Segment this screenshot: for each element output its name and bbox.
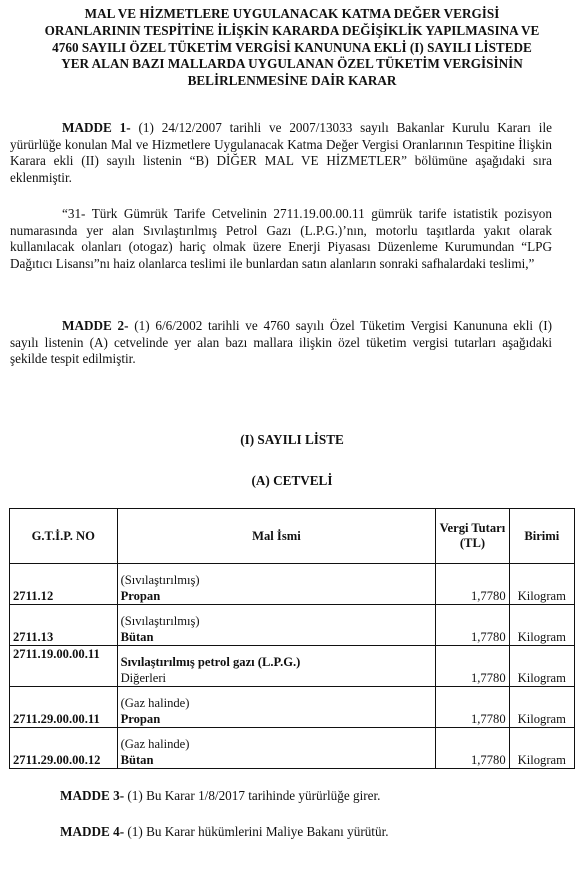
cell-tax: 1,7780 — [436, 646, 509, 687]
article-1-text: (1) 24/12/2007 tarihli ve 2007/13033 sayılı Bakanlar Kurulu Kararı ile yürürlüğe konulan Mal ve Hizmetlere Uygulanacak Katma Değer Vergisi Oranlarının Tespitine İlişkin Karara ekli (II) sayılı listenin “B) DİĞER MAL VE HİZMETLER” bölümüne aşağıdaki sıra eklenmiştir. — [10, 120, 552, 185]
header-gtip: G.T.İ.P. NO — [10, 509, 118, 564]
article-4-paragraph — [60, 824, 389, 840]
title-line: BELİRLENMESİNE DAİR KARAR — [187, 73, 397, 89]
cell-tax: 1,7780 — [436, 687, 509, 728]
cell-name-lower: Bütan — [120, 753, 154, 767]
article-3-text: (1) Bu Karar 1/8/2017 tarihinde yürürlüğe girer. — [124, 788, 381, 803]
table-row — [10, 605, 575, 646]
cell-name — [117, 564, 436, 605]
table-header-row — [10, 509, 575, 564]
cell-name — [117, 728, 436, 769]
cell-name-upper: (Sıvılaştırılmış) — [120, 573, 200, 587]
cell-gtip: 2711.12 — [10, 564, 118, 605]
article-2-paragraph — [10, 318, 552, 368]
table-row — [10, 646, 575, 687]
table-row — [10, 687, 575, 728]
cell-name — [117, 646, 436, 687]
cell-name-upper: Sıvılaştırılmış petrol gazı (L.P.G.) — [120, 655, 301, 669]
cell-gtip: 2711.19.00.00.11 — [10, 646, 118, 687]
cell-unit: Kilogram — [509, 564, 574, 605]
cell-name-lower: Diğerleri — [120, 671, 167, 685]
cetvel-heading: (A) CETVELİ — [251, 473, 333, 488]
header-tax: Vergi Tutarı (TL) — [436, 509, 509, 564]
cell-unit: Kilogram — [509, 646, 574, 687]
cell-name-lower: Propan — [120, 589, 161, 603]
cell-unit: Kilogram — [509, 605, 574, 646]
header-unit: Birimi — [509, 509, 574, 564]
cell-name-upper: (Gaz halinde) — [120, 737, 190, 751]
cell-tax: 1,7780 — [436, 564, 509, 605]
cell-gtip: 2711.29.00.00.12 — [10, 728, 118, 769]
article-4-label: MADDE 4- — [60, 824, 125, 839]
title-line: ORANLARININ TESPİTİNE İLİŞKİN KARARDA DEĞİŞİKLİK YAPILMASINA VE — [44, 22, 540, 38]
cell-name-upper: (Gaz halinde) — [120, 696, 190, 710]
cell-tax: 1,7780 — [436, 728, 509, 769]
article-4-text: (1) Bu Karar hükümlerini Maliye Bakanı yürütür. — [124, 824, 389, 839]
quoted-item-paragraph: “31- Türk Gümrük Tarife Cetvelinin 2711.19.00.00.11 gümrük tarife istatistik pozisyon numarasında yer alan Sıvılaştırılmış Petrol Gazı (L.P.G.)’nın, motorlu taşıtlarda yakıt olarak kullanılacak olanları (otogaz) hariç olmak üzere Enerji Piyasası Düzenleme Kurumundan “LPG Dağıtıcı Lisansı”nı haiz olanlarca teslimi ile bunlardan satın alanların sonraki safhalardaki teslimi,” — [10, 206, 552, 271]
article-1-label: MADDE 1- — [62, 120, 131, 135]
article-3-label: MADDE 3- — [60, 788, 125, 803]
table-row — [10, 564, 575, 605]
cell-name-lower: Propan — [120, 712, 161, 726]
cell-name-lower: Bütan — [120, 630, 154, 644]
tax-table — [9, 508, 575, 769]
table-row — [10, 728, 575, 769]
title-line: 4760 SAYILI ÖZEL TÜKETİM VERGİSİ KANUNUNA EKLİ (I) SAYILI LİSTEDE — [52, 39, 532, 55]
cell-gtip: 2711.13 — [10, 605, 118, 646]
article-3-paragraph — [60, 788, 380, 804]
cell-unit: Kilogram — [509, 728, 574, 769]
cell-tax: 1,7780 — [436, 605, 509, 646]
cell-name — [117, 687, 436, 728]
cell-name — [117, 605, 436, 646]
title-line: YER ALAN BAZI MALLARDA UYGULANAN ÖZEL TÜKETİM VERGİSİNİN — [61, 56, 523, 72]
document-title — [10, 6, 574, 90]
article-2-text: (1) 6/6/2002 tarihli ve 4760 sayılı Özel Tüketim Vergisi Kanununa ekli (I) sayılı listenin (A) cetvelinde yer alan bazı mallara ilişkin özel tüketim vergisi tutarları aşağıdaki şekilde tespit edilmiştir. — [10, 318, 552, 367]
article-2-label: MADDE 2- — [62, 318, 129, 333]
cell-unit: Kilogram — [509, 687, 574, 728]
header-name: Mal İsmi — [117, 509, 436, 564]
cell-gtip: 2711.29.00.00.11 — [10, 687, 118, 728]
title-line: MAL VE HİZMETLERE UYGULANACAK KATMA DEĞER VERGİSİ — [84, 6, 500, 21]
cell-name-upper: (Sıvılaştırılmış) — [120, 614, 200, 628]
article-1-paragraph — [10, 120, 552, 186]
list-heading: (I) SAYILI LİSTE — [240, 432, 344, 447]
